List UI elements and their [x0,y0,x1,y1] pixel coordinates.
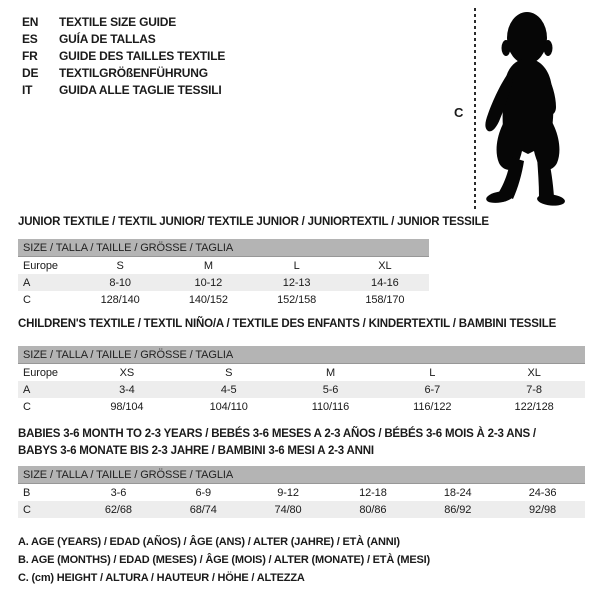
row-label: B [23,486,31,499]
table-row [18,398,585,415]
age-cell: 14-16 [371,276,399,289]
footnote-legend [18,533,430,587]
height-cell: 98/104 [110,400,144,413]
age-cell: 5-6 [322,383,339,396]
size-cell: M [325,366,336,379]
size-cell: XL [527,366,541,379]
babies-section-title [18,426,536,460]
list-item [22,64,225,81]
age-cell: 12-18 [359,486,387,499]
size-cell: S [225,366,233,379]
footnote-a: A. AGE (YEARS) / EDAD (AÑOS) / ÂGE (ANS) / ALTER (JAHRE) / ETÀ (ANNI) [18,536,400,548]
height-cell: 116/122 [413,400,452,413]
language-code: EN [22,14,39,29]
language-code: ES [22,31,38,46]
age-cell: 3-6 [110,486,127,499]
size-cell: XS [119,366,135,379]
height-cell: 104/110 [209,400,248,413]
age-cell: 8-10 [109,276,131,289]
height-cell: 128/140 [100,293,140,306]
size-header-bar: SIZE / TALLA / TAILLE / GRÖSSE / TAGLIA [18,346,585,364]
babies-size-table [18,466,585,518]
table-row [18,381,585,398]
age-cell: 6-7 [424,383,441,396]
height-cell: 122/128 [514,400,554,413]
list-item [22,47,225,64]
size-header-bar: SIZE / TALLA / TAILLE / GRÖSSE / TAGLIA [18,466,585,484]
size-cell: XL [378,259,392,272]
row-label: C [23,503,31,516]
table-row [18,364,585,381]
age-cell: 10-12 [194,276,223,289]
footnote-b: B. AGE (MONTHS) / EDAD (MESES) / ÂGE (MOIS) / ALTER (MONATE) / ETÀ (MESI) [18,554,430,566]
language-title-list [22,13,225,98]
size-cell: L [429,366,436,379]
age-cell: 7-8 [526,383,542,396]
children-size-table [18,346,585,415]
height-cell: 140/152 [188,293,228,306]
height-cell: 86/92 [444,503,472,516]
row-label: A [23,383,31,396]
age-cell: 4-5 [220,383,237,396]
height-cell: 152/158 [277,293,317,306]
size-cell: S [116,259,124,272]
height-cell: 62/68 [104,503,132,516]
height-marker-label: C [454,105,464,120]
row-label: C [23,293,31,306]
list-item [22,13,225,30]
babies-title-line2: BABYS 3-6 MONATE BIS 2-3 JAHRE / BAMBINI 3-6 MESI A 2-3 ANNI [18,445,374,457]
size-header-bar: SIZE / TALLA / TAILLE / GRÖSSE / TAGLIA [18,239,429,257]
table-row [18,257,429,274]
age-cell: 9-12 [277,486,299,499]
age-cell: 18-24 [443,486,472,499]
table-row [18,291,429,308]
language-title: GUIDA ALLE TAGLIE TESSILI [59,82,222,97]
row-label: Europe [23,366,58,379]
language-title: GUIDE DES TAILLES TEXTILE [59,48,226,63]
language-title: GUÍA DE TALLAS [59,31,156,46]
age-cell: 24-36 [528,486,557,499]
list-item [22,81,225,98]
size-cell: L [293,259,300,272]
language-title: TEXTILGRÖßENFÜHRUNG [59,65,208,80]
height-cell: 68/74 [189,503,217,516]
height-cell: 80/86 [359,503,387,516]
language-title: TEXTILE SIZE GUIDE [59,14,177,29]
size-cell: M [203,259,213,272]
row-label: C [23,400,31,413]
junior-size-table [18,239,429,308]
table-row [18,501,585,518]
row-label: A [23,276,31,289]
row-label: Europe [23,259,58,272]
children-section-title: CHILDREN'S TEXTILE / TEXTIL NIÑO/A / TEXTILE DES ENFANTS / KINDERTEXTIL / BAMBINI TESSILE [18,318,557,330]
list-item [22,30,225,47]
language-code: FR [22,48,38,63]
height-cell: 158/170 [365,293,405,306]
height-cell: 74/80 [274,503,302,516]
language-code: IT [22,82,33,97]
age-cell: 12-13 [282,276,311,289]
table-row [18,274,429,291]
height-measure-dashed-line [474,8,476,210]
baby-silhouette-icon [481,8,577,208]
footnote-c: C. (cm) HEIGHT / ALTURA / HAUTEUR / HÖHE / ALTEZZA [18,572,305,584]
table-row [18,484,585,501]
language-code: DE [22,65,39,80]
height-cell: 92/98 [529,503,557,516]
age-cell: 3-4 [119,383,135,396]
babies-title-line1: BABIES 3-6 MONTH TO 2-3 YEARS / BEBÉS 3-6 MESES A 2-3 AÑOS / BÉBÉS 3-6 MOIS À 2-3 ANS / [18,428,536,440]
junior-section-title: JUNIOR TEXTILE / TEXTIL JUNIOR/ TEXTILE JUNIOR / JUNIORTEXTIL / JUNIOR TESSILE [18,216,489,228]
age-cell: 6-9 [195,486,212,499]
height-cell: 110/116 [311,400,350,413]
